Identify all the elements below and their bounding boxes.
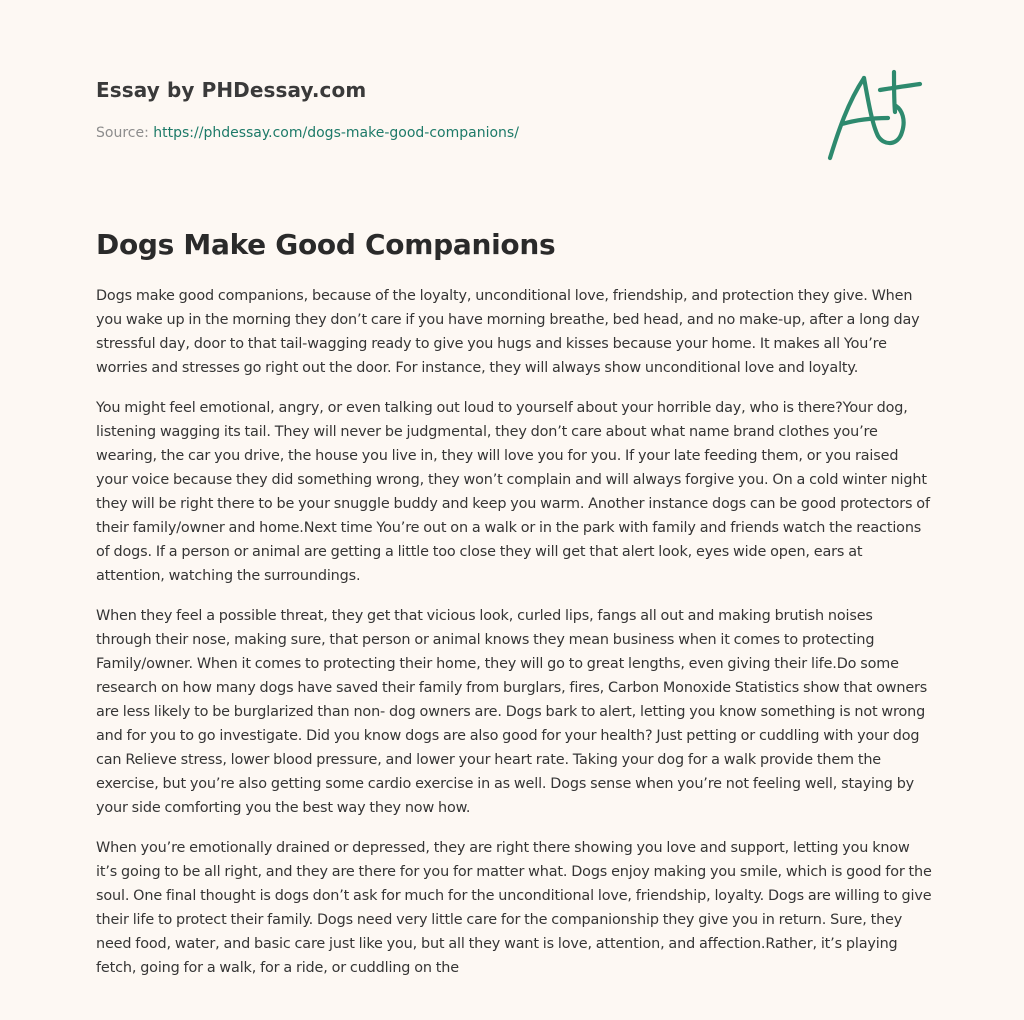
essay-paragraph: When you’re emotionally drained or depressed, they are right there showing you love and support, letting you know it’s going to be all right, and they are there for you for matter what. Dogs enjoy making you smile, which is good for the soul. One final thought is dogs don’t ask for much for the unconditional love, friendship, loyalty. Dogs are willing to give their life to protect their family. Dogs need very little care for the companionship they give you in return. Sure, they need food, water, and basic care just like you, but all they want is love, attention, and affection.Rather, it’s playing fetch, going for a walk, for a ride, or cuddling on the (96, 840, 932, 976)
essay-paragraph: When they feel a possible threat, they get that vicious look, curled lips, fangs all out and making brutish noises through their nose, making sure, that person or animal knows they mean business when it comes to protecting Family/owner. When it comes to protecting their home, they will go to great lengths, even giving their life.Do some research on how many dogs have saved their family from burglars, fires, Carbon Monoxide Statistics show that owners are less likely to be burglarized than non- dog owners are. Dogs bark to alert, letting you know something is not wrong and for you to go investigate. Did you know dogs are also good for your health? Just petting or cuddling with your dog can Relieve stress, lower blood pressure, and lower your heart rate. Taking your dog for a walk provide them the exercise, but you’re also getting some cardio exercise in as well. Dogs sense when you’re not feeling well, staying by your side comforting you the best way they now how. (96, 608, 928, 816)
essay-paragraph: You might feel emotional, angry, or even talking out loud to yourself about your horrible day, who is there?Your dog, listening wagging its tail. They will never be judgmental, they don’t care about what name brand clothes you’re wearing, the car you drive, the house you live in, they will love you for you. If your late feeding them, or you raised your voice because they did something wrong, they won’t complain and will always forgive you. On a cold winter night they will be right there to be your snuggle buddy and keep you warm. Another instance dogs can be good protectors of their family/owner and home.Next time You’re out on a walk or in the park with family and friends watch the reactions of dogs. If a person or animal are getting a little too close they will get that alert look, eyes wide open, ears at attention, watching the surroundings. (96, 400, 930, 584)
a-plus-logo-icon (822, 66, 932, 166)
source-link[interactable]: https://phdessay.com/dogs-make-good-companions/ (153, 125, 519, 141)
source-line (96, 123, 928, 143)
essay-body (96, 284, 932, 996)
essay-title: Dogs Make Good Companions (96, 228, 556, 261)
site-title: Essay by PHDessay.com (96, 78, 367, 102)
essay-paragraph: Dogs make good companions, because of the loyalty, unconditional love, friendship, and protection they give. When you wake up in the morning they don’t care if you have morning breathe, bed head, and no make-up, after a long day stressful day, door to that tail-wagging ready to give you hugs and kisses because your home. It makes all You’re worries and stresses go right out the door. For instance, they will always show unconditional love and loyalty. (96, 288, 920, 376)
source-label: Source: (96, 125, 149, 141)
page-header (96, 76, 928, 143)
